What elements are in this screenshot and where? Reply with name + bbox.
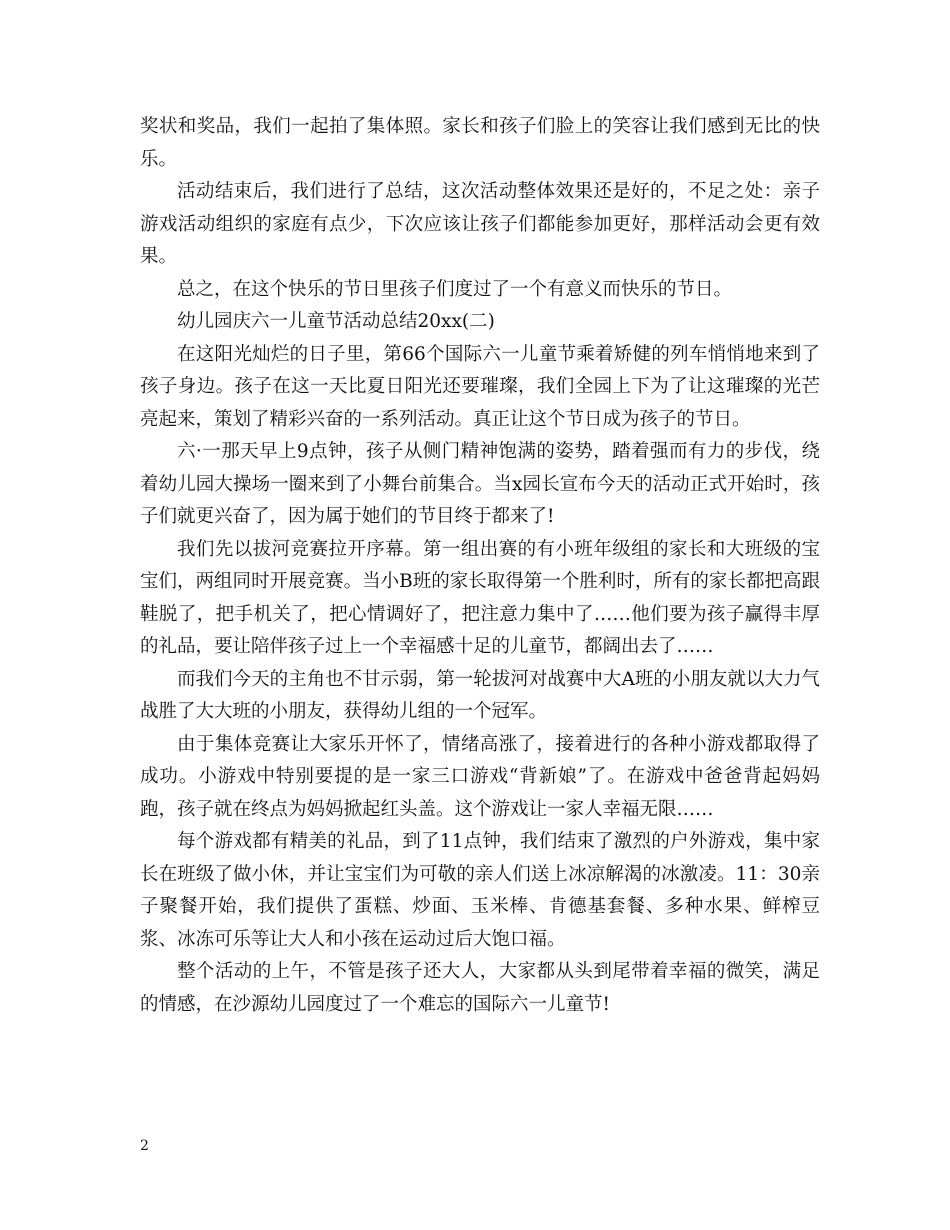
paragraph-11: 整个活动的上午，不管是孩子还大人，大家都从头到尾带着幸福的微笑，满足的情感，在沙源幼儿园度过了一个难忘的国际六一儿童节! bbox=[140, 961, 820, 1015]
section-heading: 幼儿园庆六一儿童节活动总结20xx(二) bbox=[177, 311, 495, 332]
paragraph-8: 而我们今天的主角也不甘示弱，第一轮拔河对战赛中大A班的小朋友就以大力气战胜了大大班的小朋友，获得幼儿组的一个冠军。 bbox=[140, 668, 820, 722]
paragraph-10: 每个游戏都有精美的礼品，到了11点钟，我们结束了激烈的户外游戏，集中家长在班级了做小休，并让宝宝们为可敬的亲人们送上冰凉解渴的冰激凌。11：30亲子聚餐开始，我们提供了蛋糕、炒面、玉米棒、肯德基套餐、多种水果、鲜榨豆浆、冰冻可乐等让大人和小孩在运动过后大饱口福。 bbox=[140, 831, 820, 950]
page-number: 2 bbox=[140, 1138, 149, 1154]
paragraph-6: 六·一那天早上9点钟，孩子从侧门精神饱满的姿势，踏着强而有力的步伐，绕着幼儿园大操场一圈来到了小舞台前集合。当x园长宣布今天的活动正式开始时，孩子们就更兴奋了，因为属于她们的节目终于都来了! bbox=[140, 441, 820, 527]
paragraph-9: 由于集体竞赛让大家乐开怀了，情绪高涨了，接着进行的各种小游戏都取得了成功。小游戏中特别要提的是一家三口游戏“背新娘”了。在游戏中爸爸背起妈妈跑，孩子就在终点为妈妈掀起红头盖。这个游戏让一家人幸福无限…… bbox=[140, 733, 820, 820]
paragraph-5: 在这阳光灿烂的日子里，第66个国际六一儿童节乘着矫健的列车悄悄地来到了孩子身边。孩子在这一天比夏日阳光还要璀璨，我们全园上下为了让这璀璨的光芒亮起来，策划了精彩兴奋的一系列活动。真正让这个节日成为孩子的节日。 bbox=[140, 343, 820, 430]
paragraph-2: 活动结束后，我们进行了总结，这次活动整体效果还是好的，不足之处：亲子游戏活动组织的家庭有点少，下次应该让孩子们都能参加更好，那样活动会更有效果。 bbox=[140, 181, 820, 267]
paragraph-7: 我们先以拔河竞赛拉开序幕。第一组出赛的有小班年级组的家长和大班级的宝宝们，两组同时开展竞赛。当小B班的家长取得第一个胜利时，所有的家长都把高跟鞋脱了，把手机关了，把心情调好了，把注意力集中了……他们要为孩子赢得丰厚的礼品，要让陪伴孩子过上一个幸福感十足的儿童节，都阔出去了…… bbox=[140, 538, 820, 657]
document-body bbox=[140, 111, 820, 1021]
paragraph-1: 奖状和奖品，我们一起拍了集体照。家长和孩子们脸上的笑容让我们感到无比的快乐。 bbox=[140, 116, 820, 170]
paragraph-3: 总之，在这个快乐的节日里孩子们度过了一个有意义而快乐的节日。 bbox=[177, 278, 733, 300]
